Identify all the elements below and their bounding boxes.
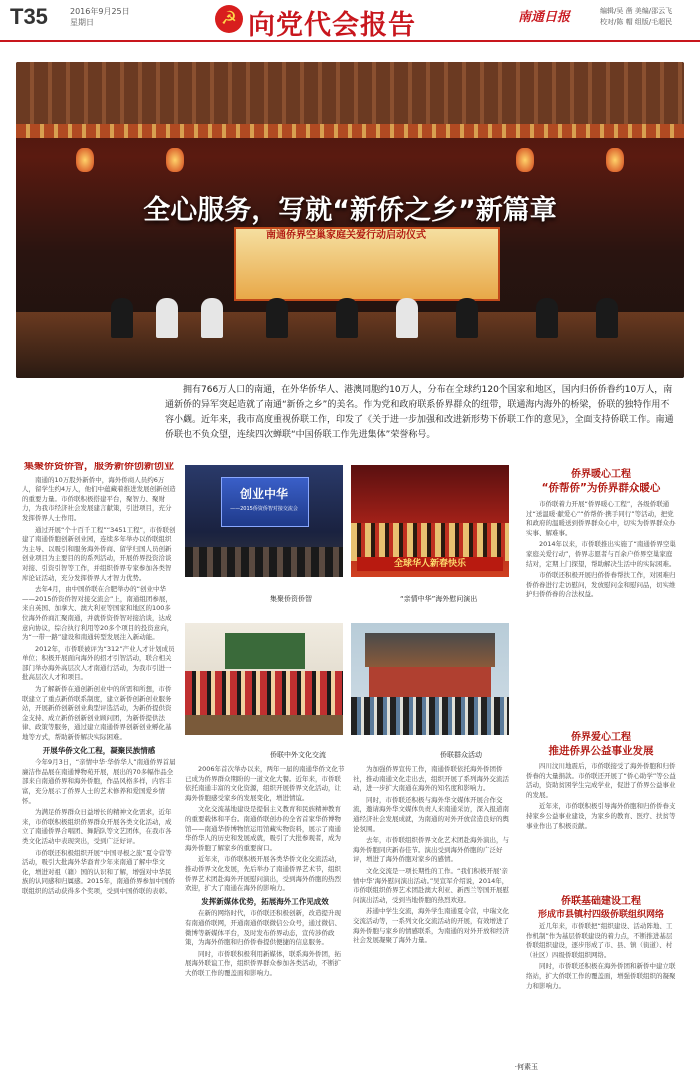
heading-line: 推进侨界公益事业发展 — [548, 745, 654, 757]
screen-title: 创业中华 — [239, 487, 288, 501]
paragraph: 通过开展“个十百千工程”“3451工程”，市侨联创建了南通侨胞创新创业园，连续多年举办以侨联组织为主导、以吸引和服务海外侨商、留学归国人员创新创业项目为主要目的的系列活动，开展侨界投资洽谈对接、引资引智等工作，并组织侨界专家参加各类智库论证活动，充分发挥侨界人才智力优势。 — [22, 525, 176, 582]
paragraph: 南通的10万股外新侨中，海外侨商人员约6万人，留学生约4万人，他们中蕴藏着推进发展创新创造的重要力量。市侨联积极搭建平台，聚智力、聚财力，为我市经济社会发展建言献策，引进项目，充分发挥侨界人士作用。 — [22, 475, 176, 522]
hero-photo — [16, 62, 684, 378]
paragraph: 市侨联还积极开展归侨侨眷帮扶工作，对困难归侨侨眷进行走访慰问，发放慰问金和慰问品，切实维护归侨侨眷的合法权益。 — [526, 571, 676, 599]
subheading: 发挥新媒体优势，拓展海外工作见成效 — [201, 896, 329, 906]
backdrop — [225, 633, 305, 669]
paragraph: 去年，市侨联组织侨界文化艺术团赴海外演出，与海外侨胞同庆新春佳节。演出受到海外侨胞的广泛好评，增进了海外侨胞对家乡的感情。 — [353, 836, 509, 864]
paragraph: 近几年来，市侨联把“组织建设、活动阵地、工作机制”作为基层侨联建设的着力点，不断推进基层侨联组织建设，逐步形成了市、县、镇（街道）、村（社区）四级侨联组织网络。 — [526, 922, 673, 959]
heading-line: 侨联基础建设工程 — [561, 896, 641, 907]
center-column — [353, 765, 513, 1060]
temple-roof — [365, 633, 495, 667]
dateline — [70, 6, 130, 28]
musician — [266, 298, 288, 338]
editors-line-2: 校对/陈 帽 组版/毛超民 — [600, 18, 673, 26]
paragraph: 近年来，市侨联积极引导海外侨胞和归侨侨眷支持家乡公益事业建设，为家乡的教育、医疗、扶贫等事业作出了积极贡献。 — [526, 802, 676, 830]
photo-culture-exchange — [185, 623, 343, 735]
editors-credit — [600, 6, 672, 28]
paragraph: 2006年首次举办以来，两年一届的南通华侨文化节已成为侨界群众期盼的一道文化大餐。近年来，市侨联依托南通丰富的文化资源，组织开展侨界文化活动，让海外侨胞感受家乡的发展变化，增进情谊。 — [185, 765, 345, 802]
lantern-icon — [76, 148, 94, 172]
heading-line: 侨界爱心工程 — [571, 732, 631, 743]
musician — [396, 298, 418, 338]
section-title: 向党代会报告 — [248, 10, 416, 41]
intro-text: 拥有766万人口的南通，在外华侨华人、港澳同胞约10万人，分布在全球约120个国家和地区，国内归侨侨眷约10万人，南通新侨的异军突起造就了南通“新侨之乡”的美名。作为党和政府联系侨界群众的纽带，联通海内海外的桥梁，侨联的独特作用不容小觑。近年来，我市高度重视侨联工作，印发了《关于进一步加强和改进新形势下侨联工作的意见》，全面支持侨联工作。南通侨联也不负众望，连续四次蝉联“中国侨联工作先进集体”荣誉称号。 — [165, 385, 674, 440]
byline: ·何素玉 — [514, 1063, 538, 1071]
paragraph: 文化交流基地建设是提倡主义教育和民族精神教育的重要载体和平台。南通侨联创办的全省首家华侨博物馆——南通华侨博物馆运用馆藏实物资料，展示了南通华侨华人的历史和发展成就，吸引了大批参观者，成为海外侨胞了解家乡的重要窗口。 — [185, 805, 341, 852]
musician — [336, 298, 358, 338]
paper-logo: 南通日报 — [518, 10, 571, 25]
paragraph: 去年4月，由中国侨联在合肥举办的“创业中华——2015侨资侨智对接交流会”上，南通组团参展，来自英国、加拿大、澳大利亚等国家和地区的100多位海外侨商汇聚南通，并就侨资侨智对接洽谈，达成意向协议，综合执行利用等20多个项目的投资意向，为“一带一路”建设和南通转型发展注入新动能。 — [22, 585, 174, 642]
paragraph: 苏通中学生交流，海外学生南通夏令营，中瑞文化交流活动等，一系列文化交流活动的开展，有效增进了海外侨胞与家乡的情感联系，为南通的对外开放和经济社会发展凝聚了海外力量。 — [353, 907, 509, 945]
musician — [596, 298, 618, 338]
right-column-3 — [526, 922, 678, 1072]
lantern-icon — [606, 148, 624, 172]
paragraph: 今年9月3日，“亲情中华·华侨华人”南通侨界首届廉洁作品展在南通博物苑开展，展出的70多幅作品全部来自南通侨界和海外侨胞，作品风格多样，内容丰富，充分展示了侨界人士的艺术修养和爱国爱乡情怀。 — [22, 758, 176, 805]
middle-column — [185, 765, 345, 1065]
roof-eaves — [16, 62, 684, 132]
temple-wall — [369, 667, 491, 697]
left-column — [22, 462, 176, 1074]
left-heading: 集聚侨资侨智，服务新侨创新创业 — [24, 462, 174, 472]
right-column-1 — [526, 500, 678, 720]
intro-paragraph — [165, 383, 675, 443]
photo-caption: 侨联中外文化交流 — [270, 751, 326, 759]
editors-line-1: 编辑/吴 凿 美编/邵云飞 — [600, 7, 673, 15]
paragraph: 同时，市侨联还积极在海外侨团和新侨中建立联络站，扩大侨联工作的覆盖面，增强侨联组织的凝聚力和影响力。 — [526, 962, 676, 990]
stage-banner-text: 全球华人新春快乐 — [357, 557, 503, 571]
paragraph: 为满足侨界群众日益增长的精神文化需求，近年来，市侨联积极组织侨界群众开展各类文化活动，成立了南通侨界合唱团、舞蹈队等文艺团体，在我市各类文化活动中表现突出，受到广泛好评。 — [22, 808, 172, 845]
musician — [156, 298, 178, 338]
paragraph: 为加强侨界宣传工作，南通侨联依托海外侨团侨社，推动南通文化走出去，组织开展了系列海外交流活动，进一步扩大南通在海外的知名度和影响力。 — [353, 765, 509, 793]
date: 2016年9月25日 — [70, 7, 130, 16]
right-heading-2 — [526, 728, 676, 758]
crowd — [351, 697, 509, 735]
photo-mass-activity — [351, 623, 509, 735]
audience — [185, 547, 343, 577]
paragraph: 2014年以来，市侨联推出实施了“南通侨界空巢家庭关爱行动”，侨界志愿者与百余户侨界空巢家庭结对，定期上门探望，帮助解决生活中的实际困难。 — [526, 540, 676, 568]
party-emblem-icon: ☭ — [215, 5, 243, 33]
weekday: 星期日 — [70, 18, 94, 27]
right-heading-3 — [526, 892, 676, 920]
lantern-icon — [516, 148, 534, 172]
page-number: T35 — [10, 4, 48, 29]
photo-caption: “亲情中华”海外慰问演出 — [400, 595, 478, 603]
headline: 全心服务，写就“新侨之乡”新篇章 — [143, 195, 557, 226]
right-heading-1 — [526, 465, 676, 495]
right-column-2 — [526, 762, 678, 887]
piano — [185, 715, 343, 735]
paragraph: 2012年，市侨联被评为“312”产业人才计划成员单位；积极开展面向海外的招才引智活动，联合相关部门举办海外高层次人才南通行活动，为我市引进一批高层次人才和项目。 — [22, 644, 175, 682]
photo-caption: 集聚侨资侨智 — [270, 595, 312, 603]
subheading: 开展华侨文化工程，凝聚民族情感 — [42, 745, 156, 755]
masthead — [0, 0, 700, 42]
paragraph: 同时，市侨联积极利用新媒体，联系海外侨团，拓展海外联谊工作，组织侨界群众参加各类活动，不断扩大侨联工作的覆盖面和影响力。 — [185, 949, 341, 977]
roof-edge — [16, 124, 684, 138]
musician — [456, 298, 478, 338]
paragraph: 四川汶川地震后，市侨联接受了海外侨胞和归侨侨眷的大量捐款。市侨联还开展了“侨心助学”等公益活动，资助贫困学生完成学业，促进了侨界公益事业的发展。 — [526, 762, 676, 799]
group-of-people — [185, 671, 343, 715]
heading-line: “侨帮侨”为侨界群众暖心 — [541, 482, 661, 494]
heading-line: 形成市县镇村四级侨联组织网络 — [537, 910, 664, 920]
photo-forum — [185, 465, 343, 577]
photo-caption: 侨联群众活动 — [440, 751, 482, 759]
paragraph: 市侨联着力开展“侨界暖心工程”，各级侨联通过“送温暖·献爱心”“侨帮侨·携手同行”等活动，把党和政府的温暖送到侨界群众心中，切实为侨界群众办实事、解难事。 — [526, 500, 676, 537]
paragraph: 文化交流是一项长期性的工作。“我们积极开展‘亲情中华’海外慰问演出活动。”吴宣军介绍说，2014年，市侨联组织侨界艺术团赴澳大利亚、新西兰等国开展慰问演出活动，受到当地侨胞的热烈欢迎。 — [353, 866, 509, 904]
heading-line: 侨界暖心工程 — [571, 469, 631, 480]
stage-banner-text: 南通侨界空巢家庭关爱行动启动仪式 — [266, 230, 426, 241]
paragraph: 同时，市侨联还积极与海外华文媒体开展合作交流，邀请海外华文媒体负责人来南通采访，深入报道南通经济社会发展成就，为南通的对外开放营造良好的舆论氛围。 — [353, 795, 509, 833]
musician — [201, 298, 223, 338]
performers — [351, 523, 509, 561]
musician — [536, 298, 558, 338]
paragraph: 在新的网络时代，市侨联还积极创新，改造提升现有南通侨联网，开通南通侨联微信公众号，通过微信、微博等新媒体平台，及时发布侨界动态，宣传涉侨政策，为海外侨胞和归侨侨眷提供便捷的信息服务。 — [185, 909, 341, 947]
paragraph: 市侨联还积极组织开展“中国寻根之旅”夏令营等活动，吸引大批海外华裔青少年来南通了解中华文化，增进对祖（籍）国的认识和了解，增强对中华民族的认同感和归属感。2015年，南通侨界参加中国侨联组织的活动获得多个奖项，受到中国侨联的表彰。 — [22, 848, 176, 895]
photo-performance — [351, 465, 509, 577]
musician — [111, 298, 133, 338]
paragraph: 为了解新侨在通创新创业中的所需和所想，市侨联建立了重点新侨联系制度，建立新侨创新创业服务站，开展新侨创新创业典型评选活动，为新侨提供资金支持、成立新侨创新创业顾问团，为新侨提供法律、政策等服务，通过建立南通侨界创新创业孵化基地等方式，帮助新侨解决实际困难。 — [22, 685, 172, 742]
paragraph: 近年来，市侨联积极开展各类华侨文化交流活动，推动侨界文化发展，先后举办了南通侨界艺术节，组织侨界艺术团赴海外开展慰问演出，受到海外侨胞的热烈欢迎，扩大了南通在海外的影响力。 — [185, 855, 341, 893]
screen-subtitle: ——2015侨资侨智对接交流会 — [230, 506, 298, 512]
lantern-icon — [166, 148, 184, 172]
